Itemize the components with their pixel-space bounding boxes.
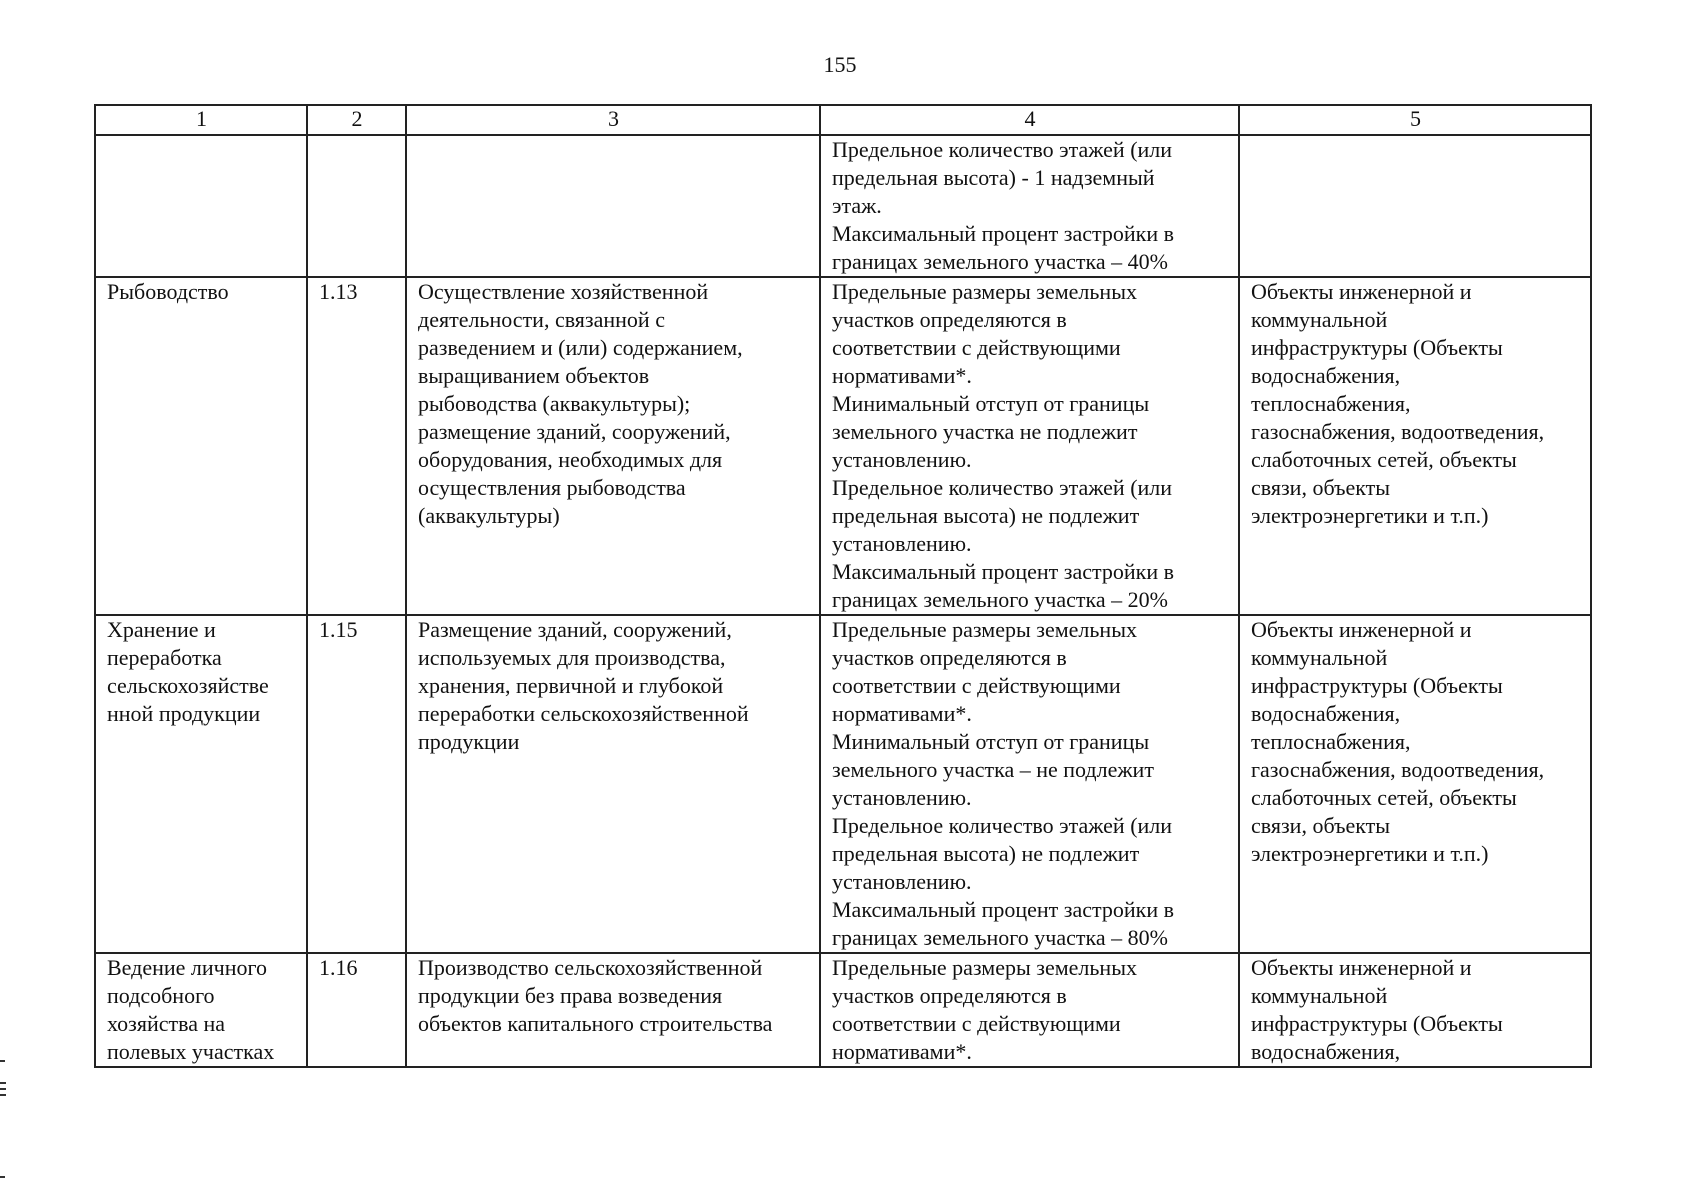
row-parameters-cell: Предельные размеры земельных участков определяются в соответствии с действующими нормативами*. bbox=[820, 953, 1239, 1067]
header-col-5: 5 bbox=[1239, 105, 1591, 135]
row-name-cell bbox=[95, 135, 307, 277]
row-code-cell: 1.13 bbox=[307, 277, 406, 615]
header-col-3: 3 bbox=[406, 105, 820, 135]
row-objects-cell: Объекты инженерной и коммунальной инфраструктуры (Объекты водоснабжения, теплоснабжения, газоснабжения, водоотведения, слаботочных сетей, объекты связи, объекты электроэнергетики и т.п.) bbox=[1239, 277, 1591, 615]
row-name-cell: Ведение личного подсобного хозяйства на полевых участках bbox=[95, 953, 307, 1067]
table-row bbox=[95, 953, 1591, 1067]
row-code-cell bbox=[307, 135, 406, 277]
land-use-table bbox=[94, 104, 1592, 1068]
scan-margin-mark bbox=[0, 1094, 6, 1096]
row-description-cell: Осуществление хозяйственной деятельности, связанной с разведением и (или) содержанием, выращиванием объектов рыбоводства (аквакультуры); размещение зданий, сооружений, оборудования, необходимых для осуществления рыбоводства (аквакультуры) bbox=[406, 277, 820, 615]
table-row bbox=[95, 615, 1591, 953]
scan-margin-mark bbox=[0, 1088, 6, 1090]
row-parameters-cell: Предельные размеры земельных участков определяются в соответствии с действующими нормативами*. Минимальный отступ от границы земельного участка – не подлежит установлению. Предельное количество этажей (или предельная высота) не подлежит установлению. Максимальный процент застройки в границах земельного участка – 80% bbox=[820, 615, 1239, 953]
row-objects-cell: Объекты инженерной и коммунальной инфраструктуры (Объекты водоснабжения, bbox=[1239, 953, 1591, 1067]
row-name-cell: Хранение и переработка сельскохозяйстве нной продукции bbox=[95, 615, 307, 953]
row-description-cell: Производство сельскохозяйственной продукции без права возведения объектов капитального строительства bbox=[406, 953, 820, 1067]
scan-margin-mark bbox=[0, 1082, 6, 1084]
table-row bbox=[95, 277, 1591, 615]
table-header-row bbox=[95, 105, 1591, 135]
header-col-4: 4 bbox=[820, 105, 1239, 135]
scan-margin-mark bbox=[0, 1176, 5, 1178]
row-objects-cell bbox=[1239, 135, 1591, 277]
row-code-cell: 1.16 bbox=[307, 953, 406, 1067]
header-col-1: 1 bbox=[95, 105, 307, 135]
row-description-cell: Размещение зданий, сооружений, используемых для производства, хранения, первичной и глубокой переработки сельскохозяйственной продукции bbox=[406, 615, 820, 953]
page-number: 155 bbox=[823, 52, 857, 77]
header-col-2: 2 bbox=[307, 105, 406, 135]
scan-margin-mark bbox=[0, 1060, 5, 1062]
row-code-cell: 1.15 bbox=[307, 615, 406, 953]
table-row bbox=[95, 135, 1591, 277]
row-description-cell bbox=[406, 135, 820, 277]
row-objects-cell: Объекты инженерной и коммунальной инфраструктуры (Объекты водоснабжения, теплоснабжения, газоснабжения, водоотведения, слаботочных сетей, объекты связи, объекты электроэнергетики и т.п.) bbox=[1239, 615, 1591, 953]
row-parameters-cell: Предельное количество этажей (или предельная высота) - 1 надземный этаж. Максимальный процент застройки в границах земельного участка – 40% bbox=[820, 135, 1239, 277]
row-name-cell: Рыбоводство bbox=[95, 277, 307, 615]
row-parameters-cell: Предельные размеры земельных участков определяются в соответствии с действующими нормативами*. Минимальный отступ от границы земельного участка не подлежит установлению. Предельное количество этажей (или предельная высота) не подлежит установлению. Максимальный процент застройки в границах земельного участка – 20% bbox=[820, 277, 1239, 615]
